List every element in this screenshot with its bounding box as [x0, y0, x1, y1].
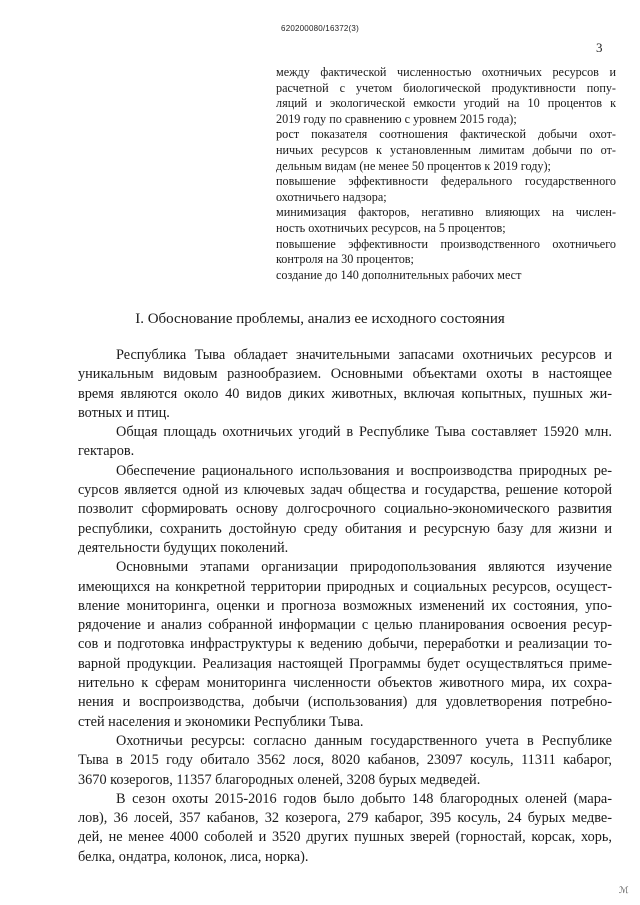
- paragraph-line: Охотничьи ресурсы: согласно данным государственного учета в Республике: [116, 732, 612, 749]
- paragraph-line: Республика Тыва обладает значительными запасами охотничьих ресурсов и: [116, 347, 612, 363]
- goal-line: расчетной с учетом биологической продуктивности попу-: [276, 80, 616, 95]
- goal-line: ничьих ресурсов к установленным лимитам добычи по от-: [276, 142, 616, 157]
- paragraph-line: белка, ондатра, колонок, лиса, норка).: [78, 848, 309, 865]
- paragraph-line: В сезон охоты 2015-2016 годов было добыто 148 благородных оленей (мара-: [116, 790, 612, 807]
- paragraph-line: вление мониторинга, оценки и прогноза возможных изменений их состояния, упо-: [78, 597, 612, 614]
- goal-line: рост показателя соотношения фактической добычи охот-: [276, 127, 616, 142]
- goal-line: повышение эффективности производственного охотничьего: [276, 236, 616, 251]
- paragraph-line: позволит сформировать основу долгосрочного социально-экономического развития: [78, 501, 612, 518]
- paragraph-line: варной продукции. Реализация настоящей Программы будет осуществляться приме-: [78, 655, 612, 672]
- paragraph-line: лов), 36 лосей, 357 кабанов, 32 козерога, 279 кабарог, 395 косуль, 24 бурых медве-: [78, 810, 612, 827]
- paragraph-line: 3670 козерогов, 11357 благородных оленей, 3208 бурых медведей.: [78, 771, 481, 788]
- corner-mark: ℳ: [619, 885, 629, 895]
- paragraph-line: дей, не менее 4000 соболей и 3520 других пушных зверей (горностай, корсак, хорь,: [78, 829, 612, 846]
- paragraph-line: гектаров.: [78, 443, 135, 460]
- paragraph-line: Общая площадь охотничьих угодий в Республике Тыва составляет 15920 млн.: [116, 424, 612, 441]
- paragraph-line: деятельности будущих поколений.: [78, 539, 289, 556]
- goal-line: минимизация факторов, негативно влияющих на числен-: [276, 205, 616, 220]
- goal-line: ность охотничьих ресурсов, на 5 процентов;: [276, 220, 506, 235]
- goals-list: [276, 65, 616, 283]
- goal-line: создание до 140 дополнительных рабочих мест: [276, 267, 522, 282]
- paragraph-line: Тыва в 2015 году обитало 3562 лося, 8020 кабанов, 23097 косуль, 11311 кабарог,: [78, 752, 612, 769]
- goal-line: повышение эффективности федерального государственного: [276, 174, 616, 189]
- section-title: I. Обоснование проблемы, анализ ее исходного состояния: [135, 311, 505, 327]
- paragraph-line: Основными этапами организации природопользования являются изучение: [116, 559, 612, 576]
- goal-line: охотничьего надзора;: [276, 189, 387, 204]
- paragraph-line: Обеспечение рационального использования и воспроизводства природных ре-: [116, 462, 612, 479]
- body-text: [78, 346, 612, 867]
- paragraph-line: сурсов является одной из ключевых задач общества и государства, решение которой: [78, 482, 612, 499]
- paragraph-line: время являются около 40 видов диких животных, включая копытных, пушных жи-: [78, 385, 612, 402]
- paragraph-line: вотных и птиц.: [78, 404, 170, 421]
- paragraph-line: стей населения и экономики Республики Тыва.: [78, 713, 364, 730]
- document-id: 620200080/16372(3): [281, 24, 359, 33]
- paragraph-line: уникальным видовым разнообразием. Основными объектами охоты в настоящее: [78, 366, 612, 383]
- paragraph-line: нения и воспроизводства, добычи (использования) для удовлетворения потребно-: [78, 694, 612, 711]
- goal-line: дельным видам (не менее 50 процентов к 2019 году);: [276, 158, 551, 173]
- page-number: 3: [596, 40, 603, 55]
- paragraph-line: рядочение и анализ собранной информации с целью планирования освоения ресур-: [78, 617, 612, 634]
- goal-line: 2019 году по сравнению с уровнем 2015 года);: [276, 111, 517, 126]
- goal-line: ляций и экологической емкости угодий на 10 процентов к: [276, 96, 616, 111]
- paragraph-line: республики, сохранить достойную среду обитания и ресурсную базу для жизни и: [78, 520, 612, 537]
- goal-line: между фактической численностью охотничьих ресурсов и: [276, 65, 616, 79]
- paragraph-line: имеющихся на конкретной территории природных и социальных ресурсов, осущест-: [78, 578, 612, 595]
- paragraph-line: нительно к сферам мониторинга численности объектов животного мира, их сохра-: [78, 675, 612, 692]
- goal-line: контроля на 30 процентов;: [276, 252, 414, 267]
- paragraph-line: сов и подготовка инфраструктуры к ведению добычи, переработки и реализации то-: [78, 636, 612, 653]
